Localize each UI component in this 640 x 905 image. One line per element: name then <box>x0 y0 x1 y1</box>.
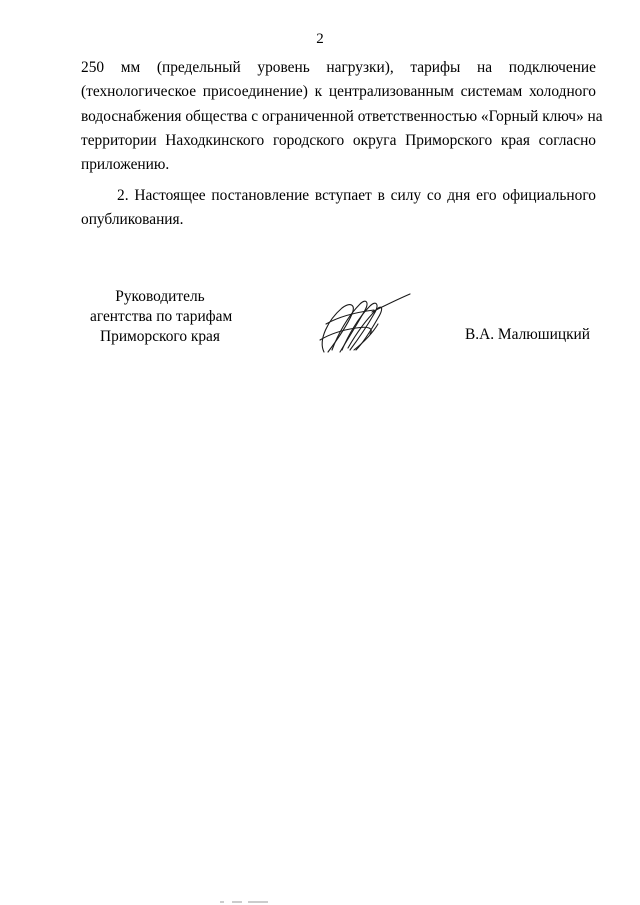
scan-artifact-icon <box>218 898 278 904</box>
signer-position-line: агентства по тарифам <box>90 308 233 325</box>
page-number: 2 <box>316 31 324 47</box>
paragraph-line: водоснабжения общества с ограниченной ответственностью «Горный ключ» на <box>81 107 603 125</box>
paragraph-effective-date <box>81 184 596 233</box>
handwritten-signature-icon <box>312 290 422 360</box>
signer-position-line: Приморского края <box>100 328 220 345</box>
paragraph-line: приложению. <box>81 156 170 174</box>
signer-position <box>90 287 233 347</box>
paragraph-tariffs <box>81 56 603 177</box>
paragraph-line: опубликования. <box>81 211 184 229</box>
signer-name: В.А. Малюшицкий <box>465 326 591 343</box>
paragraph-line: 250 мм (предельный уровень нагрузки), тарифы на подключение <box>81 59 596 76</box>
paragraph-line: территории Находкинского городского округа Приморского края согласно <box>81 131 596 149</box>
paragraph-line: (технологическое присоединение) к централизованным системам холодного <box>81 83 596 101</box>
signer-position-line: Руководитель <box>115 288 205 305</box>
paragraph-line: 2. Настоящее постановление вступает в силу со дня его официального <box>117 187 596 204</box>
